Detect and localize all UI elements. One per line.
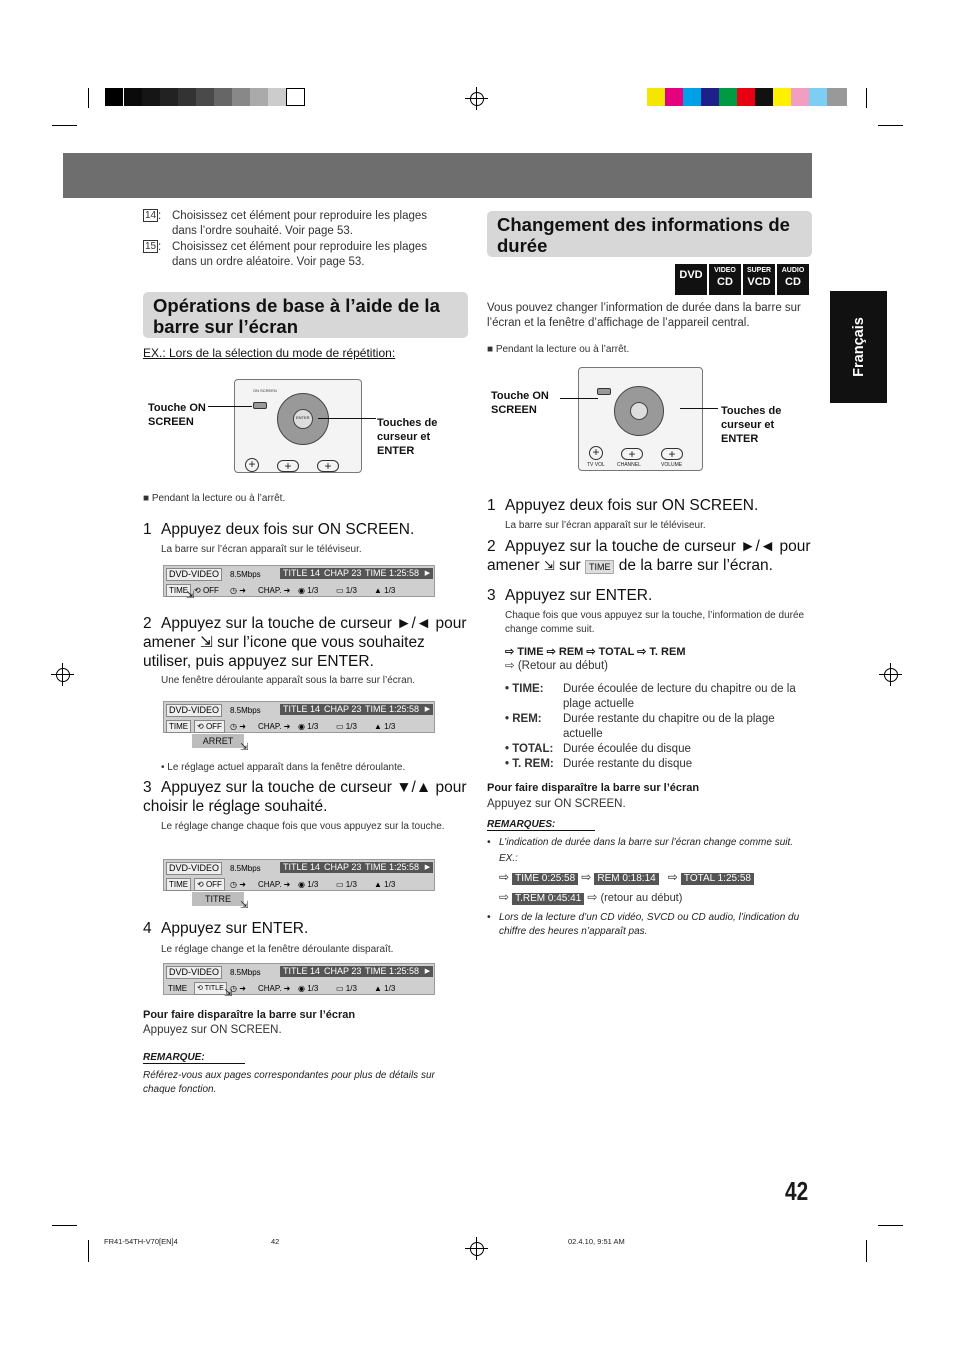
crop-mark (866, 1240, 867, 1262)
audio-icon: ◉ 1/3 (298, 880, 319, 889)
example-label: EX.: (499, 853, 518, 864)
clock-icon: ◷ ➜ (230, 984, 246, 993)
note-number: 15 (144, 241, 157, 252)
step-1-right-sub: La barre sur l’écran apparaît sur le téléviseur. (505, 520, 706, 531)
badge-dvd-video: DVD (675, 264, 707, 295)
on-screen-button[interactable] (597, 388, 611, 395)
step-4-sub: Le réglage change et la fenêtre déroulante disparaît. (161, 944, 394, 955)
onscreen-bar: DVD-VIDEO 8.5Mbps TITLE 14 CHAP 23 TIME 1:25:58 ▶ TIME ⟲ OFF ◷ ➜ CHAP. ➜ ◉ 1/3 ▭ 1/3 ▲ 1/3 (163, 701, 435, 733)
remote-illustration: ON SCREEN ENTER + + + (234, 379, 362, 473)
subtitle-icon: ▭ 1/3 (336, 984, 357, 993)
chap-button: CHAP. ➜ (258, 722, 291, 731)
step-4: 4 Appuyez sur ENTER. (143, 920, 309, 937)
step-3-sub: Le réglage change chaque fois que vous appuyez sur la touche. (161, 821, 445, 832)
subtitle-icon: ▭ 1/3 (336, 880, 357, 889)
angle-icon: ▲ 1/3 (374, 984, 396, 993)
label-cursor: Touches de curseur et ENTER (721, 405, 782, 445)
cursor-pad[interactable]: ENTER (277, 393, 329, 445)
repeat-icon: ⟲ OFF (194, 720, 225, 733)
badge-video-cd: VIDEO CD (709, 264, 741, 295)
step-2-right: 2 Appuyez sur la touche de curseur ►/◄ pour amener ⇲ sur TIME de la barre sur l’écran. (487, 538, 811, 574)
crop-mark (878, 1225, 903, 1226)
crop-mark (866, 88, 867, 108)
footer-date: 02.4.10, 9:51 AM (568, 1237, 625, 1246)
plus-icon: + (661, 448, 683, 460)
remark-text: Référez-vous aux pages correspondantes pour plus de détails sur chaque fonction. (143, 1070, 435, 1095)
time-sequence: ⇨ TIME ⇨ REM ⇨ TOTAL ⇨ T. REM (505, 646, 686, 658)
pending-note: ■ Pendant la lecture ou à l’arrêt. (143, 493, 286, 504)
onscreen-bar: DVD-VIDEO 8.5Mbps TITLE 14 CHAP 23 TIME 1:25:58 ▶ TIME ⟲ OFF ◷ ➜ CHAP. ➜ ◉ 1/3 ▭ 1/3 ▲ 1/3 (163, 859, 435, 891)
angle-icon: ▲ 1/3 (374, 722, 396, 731)
remark-title: REMARQUES: (487, 819, 595, 831)
note-number: 14 (144, 210, 157, 221)
note-text: Choisissez cet élément pour reproduire les plages dans l’ordre souhaité. Voir page 53. (172, 210, 428, 237)
section-title-right: Changement des informations de durée (487, 211, 812, 257)
badge-audio-cd: AUDIO CD (777, 264, 809, 295)
play-icon: ▶ (422, 966, 433, 977)
subtitle-icon: ▭ 1/3 (336, 722, 357, 731)
play-icon: ▶ (422, 568, 433, 579)
pending-note: ■ Pendant la lecture ou à l’arrêt. (487, 344, 630, 355)
time-example-row-2: ⇨ T.REM 0:45:41 ⇨ (retour au début) (499, 890, 683, 904)
section-title-left: Opérations de base à l’aide de la barre sur l’écran (143, 292, 468, 338)
audio-icon: ◉ 1/3 (298, 984, 319, 993)
footer-page: 42 (271, 1237, 280, 1246)
crop-mark (88, 88, 89, 108)
remark-1: • L’indication de durée dans la barre sur l’écran change comme suit. (487, 837, 794, 848)
cursor-pointer-icon: ⇲ (240, 742, 249, 753)
cursor-pointer-icon: ⇲ (240, 900, 249, 911)
onscreen-bar: DVD-VIDEO 8.5Mbps TITLE 14 CHAP 23 TIME 1:25:58 ▶ TIME ⟲ OFF ◷ ➜ CHAP. ➜ ◉ 1/3 ▭ 1/3 ▲ 1/3 (163, 565, 435, 597)
play-icon: ▶ (422, 862, 433, 873)
repeat-icon: ⟲ TITLE (194, 982, 227, 995)
dropdown-window: TITRE (192, 892, 244, 906)
remark-title: REMARQUE: (143, 1052, 245, 1064)
step-3-right: 3 Appuyez sur ENTER. (487, 587, 653, 604)
leader-line (318, 418, 376, 419)
plus-icon: + (245, 458, 259, 472)
step-3-right-sub: Chaque fois que vous appuyez sur la touche, l’information de durée change comme suit. (505, 610, 805, 635)
angle-icon: ▲ 1/3 (374, 880, 396, 889)
intro-text: Vous pouvez changer l’information de durée dans la barre sur l’écran et la fenêtre d’affichage de l’appareil central. (487, 302, 801, 329)
notes-list: 14 : Choisissez cet élément pour reproduire les plages dans l’ordre souhaité. Voir page 53. 15 : Choisissez cet élément pour reproduire les plages dans un ordre aléatoire. Voir page 53. (143, 209, 443, 270)
example-caption: EX.: Lors de la sélection du mode de répétition: (143, 346, 396, 360)
cursor-pointer-icon: ⇲ (543, 558, 555, 573)
page-number: 42 (785, 1176, 809, 1206)
plus-icon: + (621, 448, 643, 460)
language-tab: Français (830, 291, 887, 403)
registration-icon (470, 92, 484, 106)
step-2: 2 Appuyez sur la touche de curseur ►/◄ pour amener ⇲ sur l’icone que vous souhaitez utiliser, puis appuyez sur ENTER. (143, 615, 467, 670)
time-sequence-back: ⇨ (Retour au début) (505, 660, 608, 672)
disappear-title: Pour faire disparaître la barre sur l’écran (143, 1009, 356, 1021)
crop-mark (878, 125, 903, 126)
step-1: 1 Appuyez deux fois sur ON SCREEN. (143, 521, 415, 538)
header-banner (63, 153, 812, 198)
badge-svcd: SUPER VCD (743, 264, 775, 295)
cursor-pad[interactable] (614, 386, 664, 436)
bullet-note: • Le réglage actuel apparaît dans la fenêtre déroulante. (161, 762, 406, 773)
cursor-pointer-icon: ⇲ (186, 590, 195, 601)
registration-icon (56, 668, 70, 682)
plus-icon: + (317, 460, 339, 472)
step-1-right: 1 Appuyez deux fois sur ON SCREEN. (487, 497, 759, 514)
chap-button: CHAP. ➜ (258, 984, 291, 993)
dropdown-window: ARRET (192, 734, 244, 748)
disappear-text: Appuyez sur ON SCREEN. (487, 798, 626, 810)
crop-mark (52, 125, 77, 126)
label-on-screen: Touche ON SCREEN (148, 402, 206, 428)
disappear-text: Appuyez sur ON SCREEN. (143, 1024, 282, 1036)
label-cursor: Touches de curseur et ENTER (377, 417, 438, 457)
plus-icon: + (589, 446, 603, 460)
clock-icon: ◷ ➜ (230, 880, 246, 889)
crop-mark (52, 1225, 77, 1226)
cursor-pointer-icon: ⇲ (224, 988, 233, 999)
crop-mark (88, 1240, 89, 1262)
onscreen-bar: DVD-VIDEO 8.5Mbps TITLE 14 CHAP 23 TIME 1:25:58 ▶ TIME ⟲ TITLE ◷ ➜ CHAP. ➜ ◉ 1/3 ▭ 1/3 ▲ 1/3 (163, 963, 435, 995)
leader-line (680, 408, 718, 409)
step-3: 3 Appuyez sur la touche de curseur ▼/▲ pour choisir le réglage souhaité. (143, 779, 467, 815)
registration-icon (470, 1242, 484, 1256)
note-text: Choisissez cet élément pour reproduire les plages dans un ordre aléatoire. Voir page 53. (172, 241, 428, 268)
registration-icon (884, 668, 898, 682)
time-pill: TIME (585, 560, 615, 574)
label-on-screen: Touche ON SCREEN (491, 390, 549, 416)
chap-button: CHAP. ➜ (258, 880, 291, 889)
footer-code: FR41-54TH-V70[EN]4 (104, 1237, 178, 1246)
definitions-list: • TIME: Durée écoulée de lecture du chapitre ou de la plage actuelle • REM: Durée restante du chapitre ou de la plage actuelle • TOTAL: Durée écoulée du disque • T. REM: Durée restante du disque (505, 683, 796, 770)
on-screen-button[interactable] (253, 402, 267, 409)
remark-2: • Lors de la lecture d’un CD vidéo, SVCD ou CD audio, l’indication du chiffre des heures n’apparaît pas. (487, 912, 800, 937)
repeat-icon: ⟲ OFF (194, 586, 219, 595)
angle-icon: ▲ 1/3 (374, 586, 396, 595)
time-example-row: ⇨ TIME 0:25:58 ⇨ REM 0:18:14 ⇨ TOTAL 1:25:58 (499, 870, 754, 885)
chap-button: CHAP. ➜ (258, 586, 291, 595)
clock-icon: ◷ ➜ (230, 722, 246, 731)
clock-icon: ◷ ➜ (230, 586, 246, 595)
plus-icon: + (277, 460, 299, 472)
audio-icon: ◉ 1/3 (298, 586, 319, 595)
subtitle-icon: ▭ 1/3 (336, 586, 357, 595)
step-2-sub: Une fenêtre déroulante apparaît sous la barre sur l’écran. (161, 675, 416, 686)
audio-icon: ◉ 1/3 (298, 722, 319, 731)
disappear-title: Pour faire disparaître la barre sur l’écran (487, 782, 700, 794)
repeat-icon: ⟲ OFF (194, 878, 225, 891)
step-1-sub: La barre sur l’écran apparaît sur le téléviseur. (161, 544, 362, 555)
play-icon: ▶ (422, 704, 433, 715)
remote-illustration: + + + TV VOL CHANNEL VOLUME (578, 367, 703, 471)
